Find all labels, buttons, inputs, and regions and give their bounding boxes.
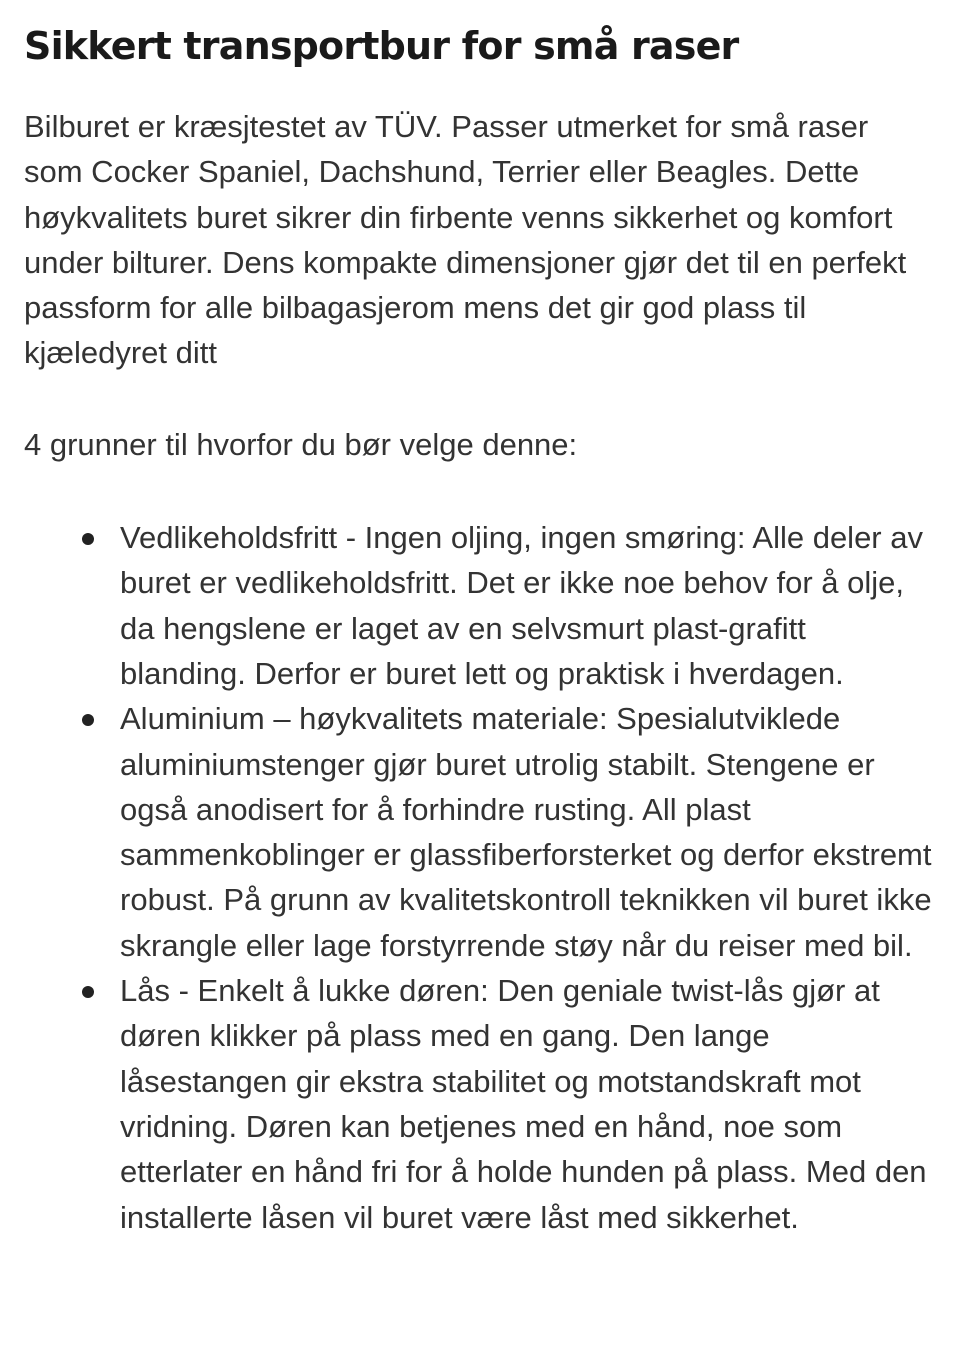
reasons-lead: 4 grunner til hvorfor du bør velge denne: bbox=[24, 426, 578, 462]
reasons-list bbox=[24, 515, 934, 1240]
list-item bbox=[120, 515, 934, 696]
list-item-text: Aluminium – høykvalitets materiale: Spesialutviklede aluminiumstenger gjør buret utrolig stabilt. Stengene er også anodisert for å forhindre rusting. All plast sammenkoblinger er glassfiberforsterket og derfor ekstremt robust. På grunn av kvalitetskontroll teknikken vil buret ikke skrangle eller lage forstyrrende støy når du reiser med bil. bbox=[120, 701, 932, 963]
list-item-text: Vedlikeholdsfritt - Ingen oljing, ingen smøring: Alle deler av buret er vedlikeholdsfritt. Det er ikke noe behov for å olje, da hengslene er laget av en selvsmurt plast-grafitt blanding. Derfor er buret lett og praktisk i hverdagen. bbox=[120, 520, 923, 691]
list-item-text: Lås - Enkelt å lukke døren: Den geniale twist-lås gjør at døren klikker på plass med en gang. Den lange låsestangen gir ekstra stabilitet og motstandskraft mot vridning. Døren kan betjenes med en hånd, noe som etterlater en hånd fri for å holde hunden på plass. Med den installerte låsen vil buret være låst med sikkerhet. bbox=[120, 973, 927, 1235]
list-item bbox=[120, 696, 934, 968]
bullet-icon bbox=[82, 714, 94, 726]
bullet-icon bbox=[82, 986, 94, 998]
intro-paragraph: Bilburet er kræsjtestet av TÜV. Passer utmerket for små raser som Cocker Spaniel, Dachshund, Terrier eller Beagles. Dette høykvalitets buret sikrer din firbente venns sikkerhet og komfort under bilturer. Dens kompakte dimensjoner gjør det til en perfekt passform for alle bilbagasjerom mens det gir god plass til kjæledyret ditt bbox=[24, 109, 907, 371]
bullet-icon bbox=[82, 533, 94, 545]
list-item bbox=[120, 968, 934, 1240]
page-title: Sikkert transportbur for små raser bbox=[24, 24, 739, 68]
